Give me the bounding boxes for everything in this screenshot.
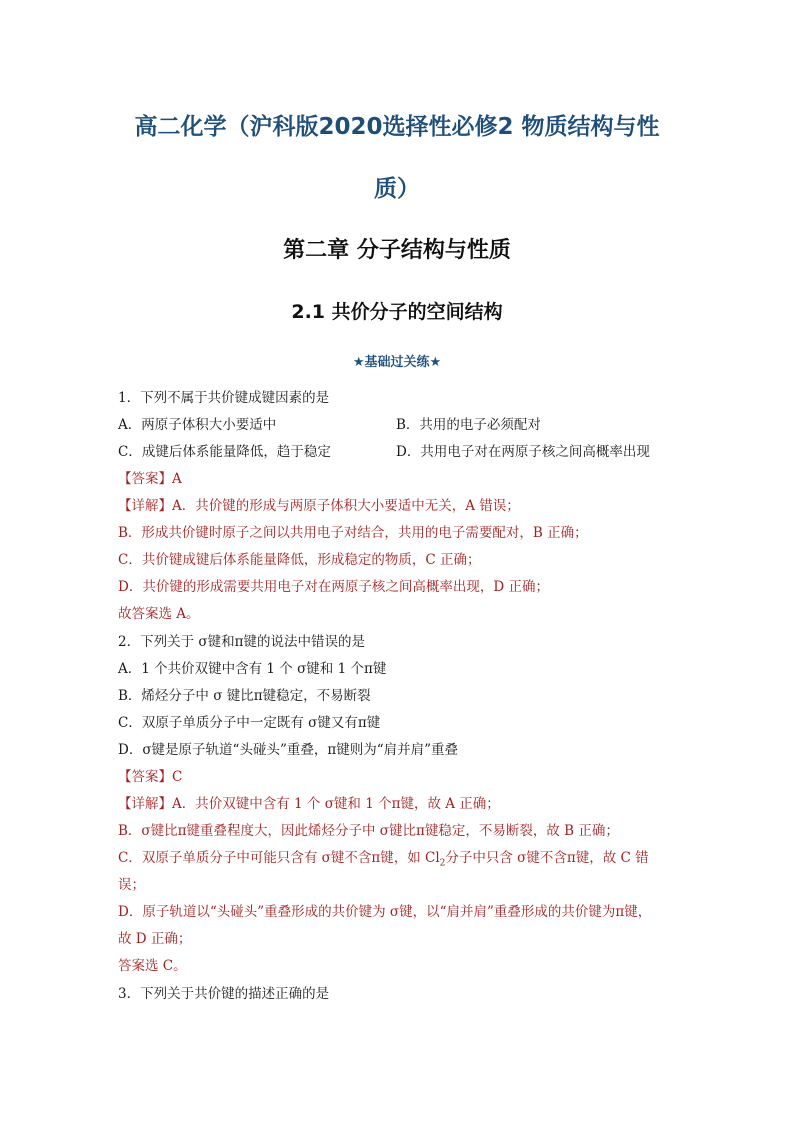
q1-option-b: B．共用的电子必须配对 — [396, 417, 541, 433]
exercise-banner: ★基础过关练★ — [352, 355, 442, 370]
cl2-subscript: 2 — [439, 858, 446, 869]
q1-detail-a: 【详解】A．共价键的形成与两原子体积大小要适中无关，A 错误； — [118, 498, 520, 514]
q2-option-d: D．σ键是原子轨道“头碰头”重叠，π键则为“肩并肩”重叠 — [118, 742, 459, 758]
q2-detail-d-wrap: 故 D 正确； — [118, 931, 192, 947]
q1-answer: 【答案】A — [118, 471, 182, 487]
q2-detail-d: D．原子轨道以“头碰头”重叠形成的共价键为 σ键，以“肩并肩”重叠形成的共价键为π键， — [118, 904, 652, 920]
q2-stem: 2．下列关于 σ键和π键的说法中错误的是 — [118, 634, 365, 650]
q2-detail-c-text-cont: 分子中只含 σ键不含π键，故 C 错 — [445, 850, 649, 866]
q1-detail-c: C．共价键成键后体系能量降低，形成稳定的物质，C 正确； — [118, 552, 481, 568]
q2-detail-c — [118, 849, 649, 873]
q1-option-c: C．成键后体系能量降低，趋于稳定 — [118, 444, 331, 460]
q1-option-row-1 — [118, 416, 276, 434]
q2-detail-c-wrap: 误； — [118, 877, 145, 893]
chapter-heading: 第二章 分子结构与性质 — [283, 238, 511, 263]
q1-detail-d: D．共价键的形成需要共用电子对在两原子核之间高概率出现，D 正确； — [118, 579, 549, 595]
q2-option-c: C．双原子单质分子中一定既有 σ键又有π键 — [118, 715, 381, 731]
q1-conclusion: 故答案选 A。 — [118, 606, 200, 622]
q2-option-a: A．1 个共价双键中含有 1 个 σ键和 1 个π键 — [118, 661, 387, 677]
q1-detail-b: B．形成共价键时原子之间以共用电子对结合，共用的电子需要配对，B 正确； — [118, 525, 588, 541]
q3-stem: 3．下列关于共价键的描述正确的是 — [118, 986, 330, 1002]
q2-answer: 【答案】C — [118, 769, 183, 785]
q1-stem: 1．下列不属于共价键成键因素的是 — [118, 390, 330, 406]
q2-detail-a: 【详解】A．共价双键中含有 1 个 σ键和 1 个π键，故 A 正确； — [118, 796, 500, 812]
q1-option-a: A．两原子体积大小要适中 — [118, 417, 277, 433]
section-heading: 2.1 共价分子的空间结构 — [291, 301, 503, 323]
q2-detail-c-text: C．双原子单质分子中可能只含有 σ键不含π键，如 Cl — [118, 850, 440, 866]
document-title-line2: 质） — [374, 176, 420, 202]
q2-conclusion: 答案选 C。 — [118, 958, 187, 974]
q2-detail-b: B．σ键比π键重叠程度大，因此烯烃分子中 σ键比π键稳定，不易断裂，故 B 正确； — [118, 823, 619, 839]
document-title-line1: 高二化学（沪科版2020选择性必修2 物质结构与性 — [134, 114, 660, 140]
q2-option-b: B．烯烃分子中 σ 键比π键稳定，不易断裂 — [118, 688, 371, 704]
q1-option-d: D．共用电子对在两原子核之间高概率出现 — [396, 444, 650, 460]
